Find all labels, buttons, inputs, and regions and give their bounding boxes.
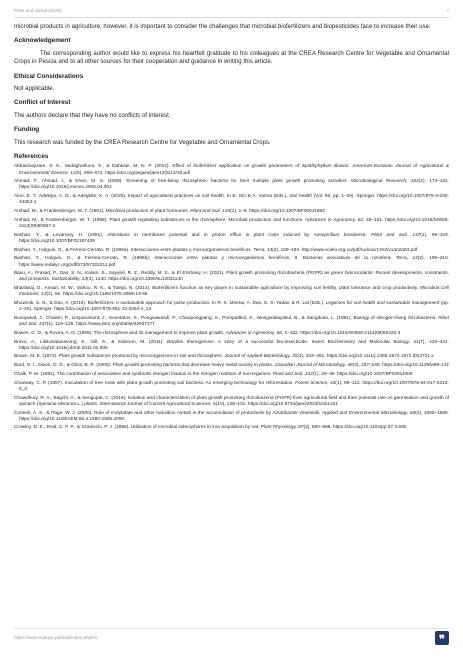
reference-text: : A story of a successful bio-insecticide. Insect Biochemistry and Molecular Biology, 41(7), 423–431. https://doi.org/10.1016/j.ibmb.2011.02.006 xyxy=(19,339,449,351)
reference-text: Chalk, P. M. (1991). The contribution of associative and symbiotic nitrogen fixation to the nitrogen nutrition of non-legumes. xyxy=(14,372,273,377)
reference-text: (2), 195–210. https://www.redalyc.org/pdf/573/57322211.pdf xyxy=(19,256,449,268)
reference-source: Spathiphyllum illusion. American-Eurasian Journal of Agricultural & Environmental Science, 12 xyxy=(19,164,449,176)
reference-text: Cornish, A. S., & Page, W. J. (2000). Role of molybdate and other transition metals in the accumulation of protochelin by xyxy=(14,410,273,416)
reference-text: L.) plants. International Journal of Current Agricultural Sciences, 6(10), 128–131. https://doi.org/10.9734/jaeri/2023/v22i1431 xyxy=(76,401,338,407)
reference-entry xyxy=(14,209,449,215)
reference-entry xyxy=(14,316,449,328)
reference-source: Azotobacter vinelandii. Applied and Environmental Microbiology, 66 xyxy=(272,410,416,416)
reference-entry xyxy=(14,271,449,283)
reference-text: , 45–151. https://doi.org/10.1016/S0065-2113(08)60567-2 xyxy=(19,217,449,229)
reference-text: Ahmad, F., Ahmad, I., & Khan, M. S. (2008). Screening of free-living rhizospheric bacteria for their multiple plant growth promoting activities. xyxy=(14,179,352,185)
reference-text: (1), 29–39. https://doi.org/10.1007/BF00011009 xyxy=(312,372,413,377)
reference-text: Bravo, A., Likitvivatanavong, S., Gill, S., & Soberon, M. (2011). xyxy=(14,339,168,345)
reference-text: Arshad, M., & Frankenberger, W. T. (1991). Microbial production of plant hormones. xyxy=(14,209,191,215)
reference-entry xyxy=(14,411,449,423)
reference-source: Forest Science, 43 xyxy=(295,380,336,386)
reference-source: Plant and Soil, 137 xyxy=(19,315,449,327)
reference-text: (pp. 1–20). Springer. https://doi.org/10.1007/978-981-13-0253-4_14 xyxy=(19,301,449,313)
footer-divider xyxy=(14,628,449,629)
reference-entry xyxy=(14,331,449,337)
reference-text: (1), 119–125. https://www.jstor.org/stable/42937177 xyxy=(46,322,155,327)
reference-text: (1), 99–103. https://doi.org/10.1007/BF02187439 xyxy=(19,232,449,244)
reference-text: (3), 1140. https://doi.org/10.3390/su13031140 xyxy=(87,277,183,283)
reference-text: Chanway, C. P. (1997). Inoculation of tree roots with plant growth promoting soil bacteria: An emerging technology for reforestation. xyxy=(14,380,296,386)
references-heading: References xyxy=(14,153,49,161)
reference-text: Chowdhury, R. A., Bagchi, A., & Sengupta, C. (2016). Isolation and characterization of plant growth promoting rhizobacteria (PGPR) from agricultural field and their potential role on germination and growth of spinach ( xyxy=(14,395,449,407)
reference-source: Bacillus thuringiensis xyxy=(167,339,214,345)
reference-text: (3), 443–451. https://doi.org/10.1111/j.1365-2672.1972.tb03721.x xyxy=(297,354,434,360)
reference-text: (4), 1580–1586. https://doi.org/10.1128/AEM.66.4.1580-1586.2000 xyxy=(19,410,449,422)
conflict-text: The authors declare that they have no conflicts of interest. xyxy=(14,111,171,119)
reference-entry xyxy=(14,164,449,176)
reference-text: Crowley, D. E., Reid, C. P. P., & Szaniszlo, P. J. (1988). Utilization of microbial siderophores in iron acquisition by oat. xyxy=(14,425,261,431)
reference-entry xyxy=(14,194,449,206)
running-head xyxy=(14,8,449,13)
reference-text: (3), 237–245. https://doi.org/10.1139/w99-143 xyxy=(352,363,449,369)
reference-text: (Vol. 59, pp. 1–20). Springer. https://doi.org/10.1007/978-3-030-44364-1 xyxy=(19,194,449,206)
reference-text: Burd, G. I., Dixon, D. G., & Glick, B. R. (2000). Plant growth-promoting bacteria that decrease heavy metal toxicity in plants. xyxy=(14,363,275,369)
header-divider xyxy=(14,17,449,18)
reference-text: Arshad, M., & Frankenberger, W. T. (1998). Plant growth-regulating substances in the rhizosphere: Microbial production and functions. xyxy=(14,217,306,223)
reference-text: Abbasniayzare, S. K., Sedaghathoor, S., & Dahkaei, M. N. P. (2012). Effect of biofertilizer application on growth parameters of xyxy=(14,164,302,170)
reference-text: (2), 159–194. http://www.scielo.org.co/pdf/rudca/v14n2/v14n2a03.pdf xyxy=(272,247,418,253)
reference-source: Soil health xyxy=(289,194,312,200)
reference-source: Advances in Agronomy, 62 xyxy=(305,217,363,223)
reference-entry xyxy=(14,248,449,254)
funding-heading: Funding xyxy=(14,126,40,134)
reference-source: Spinacia oleracea xyxy=(38,401,77,407)
reference-source: Journal of Applied Bacteriology, 35 xyxy=(224,354,298,360)
reference-entry xyxy=(14,381,449,393)
reference-text: Bashan, Y., Holguin, G., & Ferrera-Cerrato, R. (1996a). Interacciones entre plantas y microorganismos benéficos. xyxy=(14,247,254,253)
page-content xyxy=(14,23,449,434)
funding-text: This research was funded by the CREA Research Centre for Vegetable and Ornamental Crops. xyxy=(14,138,271,146)
reference-source: Microbial Cell Factories, 13 xyxy=(19,286,450,298)
reference-text: Boonjawat, J., Chaisiri, P., Limpananont, J., Soontaros, S., Pongsawasdi, P., Chaopongpang, S., Pornputtkul, S., Wongwaitayakul, B., & Sangduan, L. (1991). Biology of nitrogen-fixing rhizobacteria. xyxy=(14,315,439,321)
reference-entry xyxy=(14,218,449,230)
reference-entry xyxy=(14,372,449,378)
reference-entry xyxy=(14,396,449,408)
reference-source: Legumes for soil health and sustainable management xyxy=(325,301,440,307)
reference-source: Plant and Soil, 132 xyxy=(272,372,313,377)
reference-text: Brown, M. E. (1972). Plant growth substances produced by microorganisms in soil and rhizosphere. xyxy=(14,354,225,360)
reference-entry xyxy=(14,179,449,191)
ethical-text: Not applicable. xyxy=(14,85,55,93)
reference-text: Bhardwaj, D., Ansari, M. W., Sahoo, R. K., & Tuteja, N. (2014). Biofertilizers function as key player in sustainable agriculture by improving soil fertility, plant tolerance and crop productivity. xyxy=(14,286,421,292)
reference-text: (2), 173–181. https://doi.org/10.1016/j.micres.2006.04.001 xyxy=(19,179,450,191)
reference-text: (1), 99–112. https://doi.org/10.1007/978-94-017-2313-8_3 xyxy=(19,380,450,392)
reference-text: Bowen, G. D., & Rovira, A. D. (1999). The rhizosphere and its management to improve plant growth. xyxy=(14,330,226,336)
reference-entry xyxy=(14,256,449,268)
reference-text: , 1–102. https://doi.org/10.1016/S0065-2113(08)60425-3 xyxy=(281,330,401,336)
reference-entry xyxy=(14,340,449,352)
reference-entry xyxy=(14,286,449,298)
reference-entry xyxy=(14,301,449,313)
footer-url[interactable]: https://www.malque.pub/ojs/index.php/mr xyxy=(14,635,98,640)
reference-text: (1), 1–8. https://doi.org/10.1007/BF00011893 xyxy=(230,209,325,215)
reference-source: Microbiological Research, 163 xyxy=(351,179,419,185)
conflict-heading: Conflict of Interest xyxy=(14,99,71,107)
reference-text: (5), 669–673. https://doi.org/aejaes/jaes12(5)12/18.pdf xyxy=(75,170,191,176)
reference-source: Sustainability, 13 xyxy=(51,277,88,283)
references-list xyxy=(14,164,449,431)
reference-entry xyxy=(14,425,449,431)
reference-text: (3), 680–685. https://doi.org/10.1104/pp.87.3.680 xyxy=(303,425,407,431)
reference-text: Alori, E. T., Adekiya, A. O., & Adegbite, K. A. (2020). Impact of agricultural practices on soil health. In B. Giri & A. Varma (Eds.), xyxy=(14,194,290,200)
reference-entry xyxy=(14,233,449,245)
reference-source: Advances in Agronomy, 66 xyxy=(225,330,282,336)
page-number: 7 xyxy=(446,8,449,13)
reference-text: Bhowmik, S. N., & Das, A. (2018). Biofertilizers: A sustainable approach for pulse production. In R. S. Meena, A. Das, G. S. Yadav, & R. Lal (Eds.), xyxy=(14,301,326,307)
reference-entry xyxy=(14,363,449,369)
acknowledgement-heading: Acknowledgement xyxy=(14,37,71,45)
reference-text: (1), 66. https://doi.org/10.1186/1475-2859-13-66 xyxy=(46,292,148,298)
reference-text: Bashan, Y., & Levanony, H. (1991). Alterations in membrane potential and in proton efflux in plant roots induced by xyxy=(14,232,314,238)
reference-source: Terra, 14 xyxy=(253,247,273,253)
intro-paragraph: microbial products in agriculture; however, it is important to consider the challenges that microbial biofertilizers and biopesticides face to increase their use. xyxy=(14,23,431,30)
reference-source: Terra, 14 xyxy=(395,256,418,262)
reference-source: Azospirillum brasilense. Plant and Soil, 137 xyxy=(313,232,421,238)
ethical-heading: Ethical Considerations xyxy=(14,72,84,80)
quote-icon: ❞ xyxy=(435,631,449,645)
reference-text: Bashan, Y., Holguin, G., & Ferrera-Cerrato, R. (1996b). Interacciones entre plantas y microorganismos benéficos. II. Bacterias asociativas de la rizosfera. xyxy=(14,256,396,262)
reference-entry xyxy=(14,354,449,360)
reference-source: Canadian Journal of Microbiology, 46 xyxy=(274,363,353,369)
reference-text: Basu, A., Prasad, P., Das, S. N., Kalam, S., Sayyed, R. Z., Reddy, M. S., & El Enshasy, H. (2021). Plant growth promoting rhizobacteria (PGPR) as green bioinoculants: Recent developments, constraints, and prospects. xyxy=(14,271,449,283)
acknowledgement-text: The corresponding author would like to express his heartfelt gratitude to his colleagues at the CREA Research Centre for Vegetable and Ornamental Crops in Pescia and to all other sources for their cooperation and guidance in writing this article. xyxy=(14,49,449,66)
reference-source: Plant and Soil, 133 xyxy=(190,209,231,215)
reference-source: Plant Physiology, 87 xyxy=(260,425,304,431)
journal-running-title: Prisa and Jamal (2025) xyxy=(14,8,62,13)
